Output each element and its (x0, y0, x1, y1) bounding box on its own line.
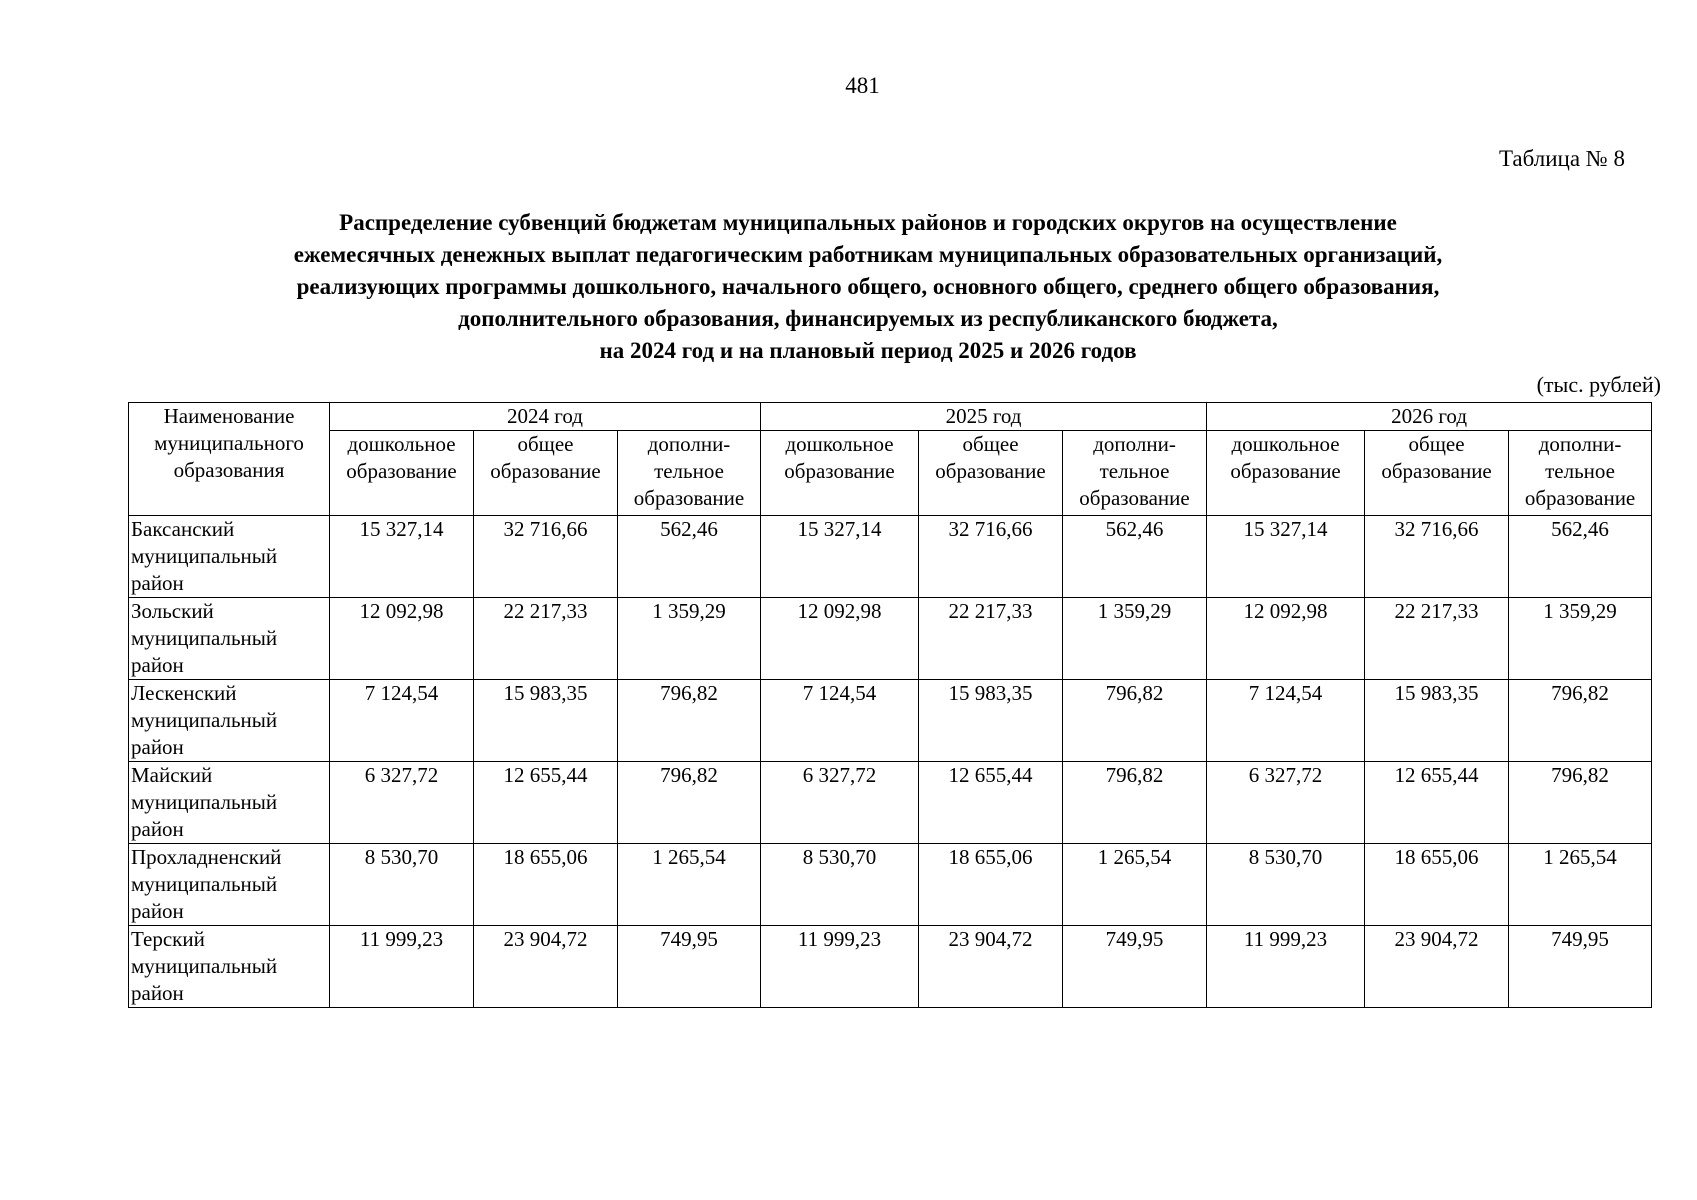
table-row (129, 598, 1652, 680)
value-cell: 8 530,70 (761, 844, 919, 926)
header-preschool: дошкольное образование (1207, 431, 1365, 516)
table-row (129, 680, 1652, 762)
units-label: (тыс. рублей) (1536, 372, 1661, 397)
value-cell: 1 265,54 (1509, 844, 1652, 926)
value-cell: 12 092,98 (1207, 598, 1365, 680)
table-row (129, 844, 1652, 926)
value-cell: 12 092,98 (761, 598, 919, 680)
value-cell: 11 999,23 (1207, 926, 1365, 1008)
title-line: Распределение субвенций бюджетам муниципальных районов и городских округов на осуществление (339, 210, 1397, 235)
title-line: реализующих программы дошкольного, начального общего, основного общего, среднего общего образования, (296, 274, 1440, 299)
value-cell: 23 904,72 (474, 926, 618, 1008)
value-cell: 23 904,72 (1365, 926, 1509, 1008)
value-cell: 12 655,44 (919, 762, 1063, 844)
value-cell: 1 265,54 (1063, 844, 1207, 926)
value-cell: 32 716,66 (474, 516, 618, 598)
value-cell: 7 124,54 (330, 680, 474, 762)
value-cell: 15 983,35 (919, 680, 1063, 762)
header-row-categories (129, 431, 1652, 516)
value-cell: 1 359,29 (1509, 598, 1652, 680)
value-cell: 12 655,44 (1365, 762, 1509, 844)
table-label: Таблица № 8 (1498, 146, 1625, 171)
title-line: дополнительного образования, финансируемых из республиканского бюджета, (458, 306, 1278, 331)
value-cell: 15 327,14 (330, 516, 474, 598)
table-row (129, 516, 1652, 598)
value-cell: 15 327,14 (761, 516, 919, 598)
value-cell: 6 327,72 (761, 762, 919, 844)
document-title (128, 207, 1608, 367)
header-preschool: дошкольное образование (330, 431, 474, 516)
value-cell: 562,46 (618, 516, 761, 598)
header-row-years (129, 403, 1652, 431)
value-cell: 15 327,14 (1207, 516, 1365, 598)
value-cell: 7 124,54 (1207, 680, 1365, 762)
value-cell: 15 983,35 (474, 680, 618, 762)
title-line: ежемесячных денежных выплат педагогическим работникам муниципальных образовательных организаций, (293, 242, 1443, 267)
value-cell: 12 092,98 (330, 598, 474, 680)
value-cell: 796,82 (1063, 762, 1207, 844)
value-cell: 749,95 (618, 926, 761, 1008)
header-year-2024: 2024 год (330, 403, 761, 431)
value-cell: 562,46 (1063, 516, 1207, 598)
value-cell: 32 716,66 (1365, 516, 1509, 598)
value-cell: 1 359,29 (618, 598, 761, 680)
value-cell: 796,82 (618, 762, 761, 844)
header-year-2026: 2026 год (1207, 403, 1652, 431)
value-cell: 562,46 (1509, 516, 1652, 598)
table-body (129, 516, 1652, 1008)
value-cell: 18 655,06 (919, 844, 1063, 926)
table-row (129, 762, 1652, 844)
municipality-name-cell: Лескенский муниципальный район (129, 680, 330, 762)
value-cell: 22 217,33 (919, 598, 1063, 680)
value-cell: 32 716,66 (919, 516, 1063, 598)
value-cell: 11 999,23 (761, 926, 919, 1008)
header-municipality-name: Наименование муниципального образования (129, 403, 330, 516)
municipality-name-cell: Терский муниципальный район (129, 926, 330, 1008)
value-cell: 8 530,70 (1207, 844, 1365, 926)
value-cell: 8 530,70 (330, 844, 474, 926)
value-cell: 22 217,33 (474, 598, 618, 680)
value-cell: 796,82 (1509, 680, 1652, 762)
value-cell: 18 655,06 (474, 844, 618, 926)
value-cell: 12 655,44 (474, 762, 618, 844)
municipality-name-cell: Баксанский муниципальный район (129, 516, 330, 598)
header-general: общее образование (919, 431, 1063, 516)
value-cell: 7 124,54 (761, 680, 919, 762)
value-cell: 1 265,54 (618, 844, 761, 926)
value-cell: 15 983,35 (1365, 680, 1509, 762)
value-cell: 796,82 (1063, 680, 1207, 762)
value-cell: 6 327,72 (1207, 762, 1365, 844)
value-cell: 23 904,72 (919, 926, 1063, 1008)
value-cell: 796,82 (618, 680, 761, 762)
value-cell: 6 327,72 (330, 762, 474, 844)
value-cell: 22 217,33 (1365, 598, 1509, 680)
subventions-table (128, 402, 1652, 1008)
table-header (129, 403, 1652, 516)
header-year-2025: 2025 год (761, 403, 1207, 431)
value-cell: 796,82 (1509, 762, 1652, 844)
header-general: общее образование (474, 431, 618, 516)
header-preschool: дошкольное образование (761, 431, 919, 516)
value-cell: 749,95 (1509, 926, 1652, 1008)
value-cell: 1 359,29 (1063, 598, 1207, 680)
value-cell: 11 999,23 (330, 926, 474, 1008)
header-general: общее образование (1365, 431, 1509, 516)
header-additional: дополни-тельное образование (1509, 431, 1652, 516)
title-line: на 2024 год и на плановый период 2025 и 2026 годов (599, 338, 1137, 363)
table-row (129, 926, 1652, 1008)
municipality-name-cell: Майский муниципальный район (129, 762, 330, 844)
value-cell: 18 655,06 (1365, 844, 1509, 926)
header-additional: дополни-тельное образование (618, 431, 761, 516)
page-number: 481 (845, 73, 880, 98)
municipality-name-cell: Зольский муниципальный район (129, 598, 330, 680)
value-cell: 749,95 (1063, 926, 1207, 1008)
municipality-name-cell: Прохладненский муниципальный район (129, 844, 330, 926)
header-additional: дополни-тельное образование (1063, 431, 1207, 516)
